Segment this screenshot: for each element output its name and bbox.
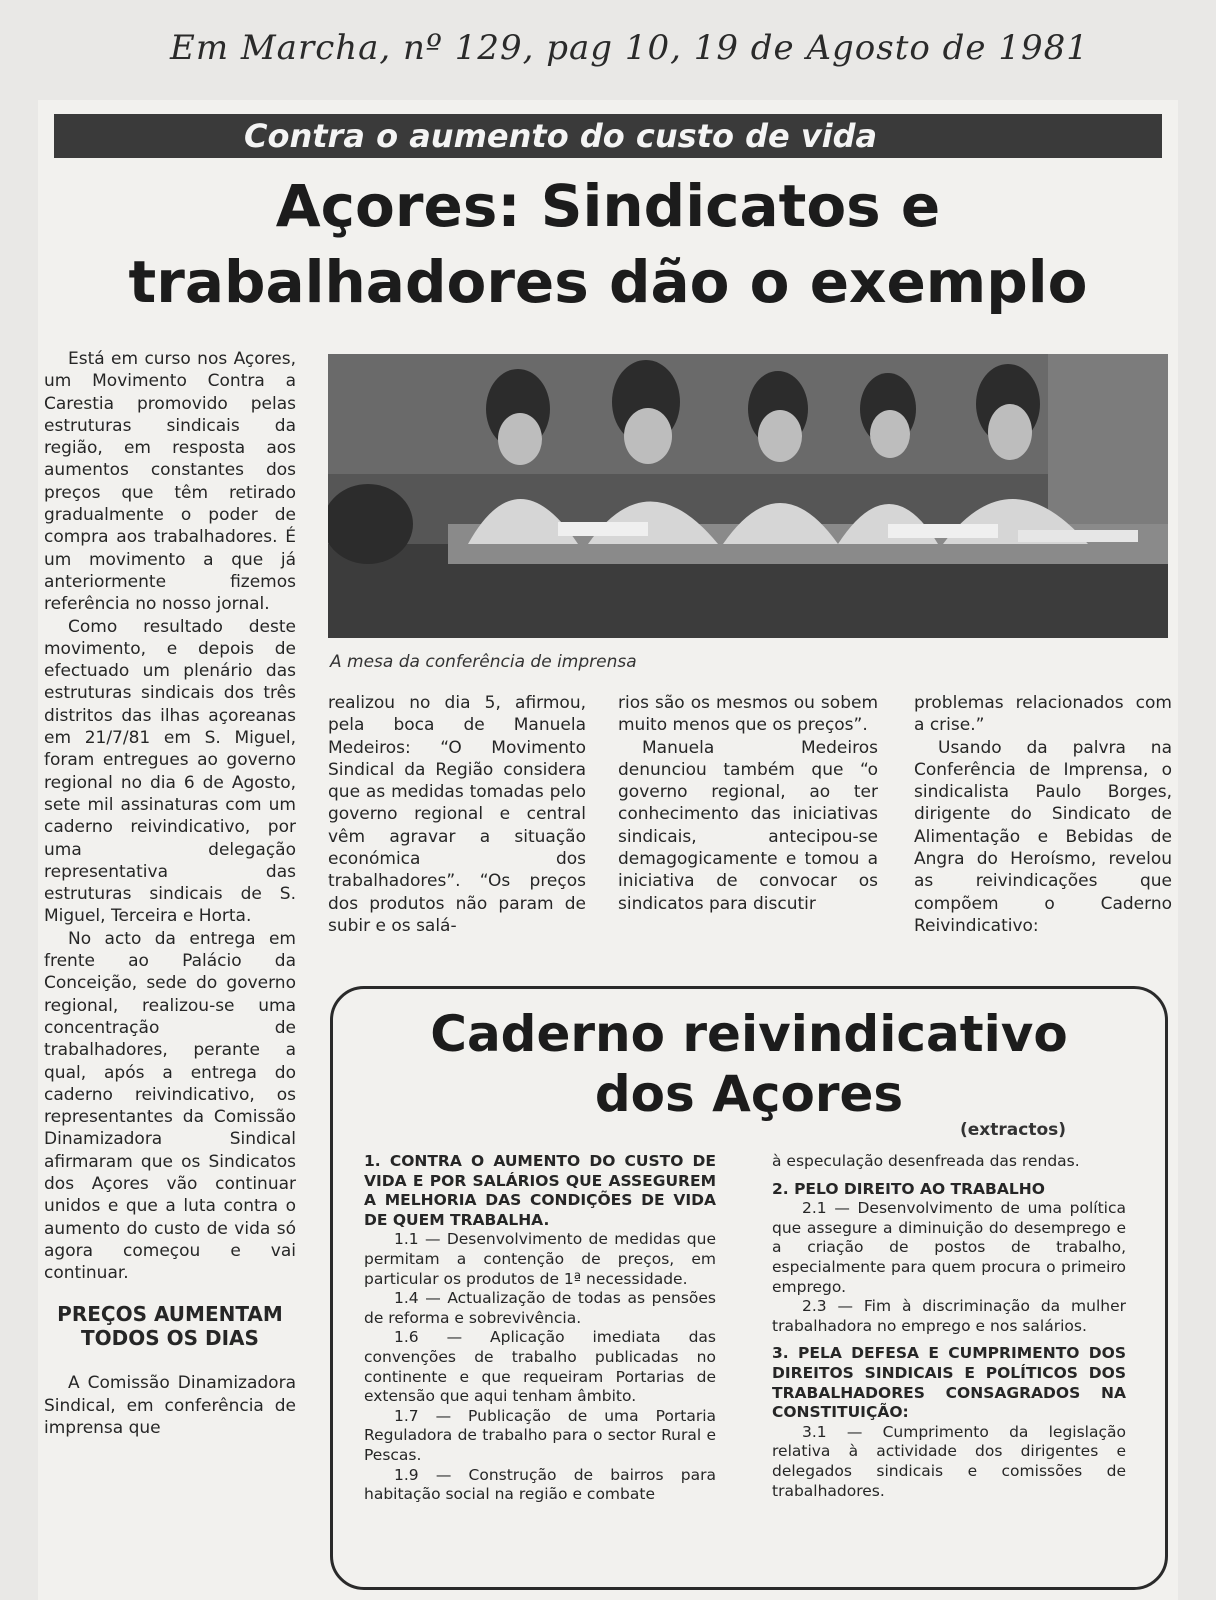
photo-caption: A mesa da conferência de imprensa [330,652,637,672]
paragraph: rios são os mesmos ou sobem muito menos que os preços”. [618,693,878,736]
list-item: 2.3 — Fim à discriminação da mulher trabalhadora no emprego e nos salários. [772,1297,1126,1335]
box-title-line-1: Caderno reivindicativo [430,1005,1068,1063]
paragraph: A Comissão Dinamizadora Sindical, em conferência de imprensa que [44,1373,296,1439]
box-title-line-2: dos Açores [594,1065,904,1123]
subheading: PREÇOS AUMENTAM TODOS OS DIAS [57,1302,283,1351]
section-heading: 3. PELA DEFESA E CUMPRIMENTO DOS DIREITOS SINDICAIS E POLÍTICOS DOS TRABALHADORES CONSAGRADOS NA CONSTITUIÇÃO: [772,1344,1126,1422]
article-column-1 [44,348,296,1439]
list-item: 2.1 — Desenvolvimento de uma política que assegure a diminuição do desemprego e a criação de postos de trabalho, especialmente para quem procura o primeiro emprego. [772,1199,1126,1296]
handwritten-source-note: Em Marcha, nº 129, pag 10, 19 de Agosto de 1981 [170,28,1089,68]
paragraph: Está em curso nos Açores, um Movimento Contra a Carestia promovido pelas estruturas sindicais da região, em resposta aos aumentos constantes dos preços que têm retirado gradualmente o poder de compra aos trabalhadores. É um movimento a que já anteriormente fizemos referência no nosso jornal. [44,349,296,615]
box-title [330,1004,1168,1124]
article-column-4 [914,692,1172,937]
list-item: 1.7 — Publicação de uma Portaria Reguladora de trabalho para o sector Rural e Pescas. [364,1406,716,1464]
section-heading: 2. PELO DIREITO AO TRABALHO [772,1179,1045,1198]
headline [54,168,1162,320]
paragraph: Usando da palvra na Conferência de Imprensa, o sindicalista Paulo Borges, dirigente do Sindicato de Alimentação e Bebidas de Angra do Heroísmo, revelou as reivindicações que compõem o Caderno Reivindicativo: [914,737,1172,936]
headline-line-2: trabalhadores dão o exemplo [128,248,1088,316]
headline-line-1: Açores: Sindicatos e [275,172,941,240]
paragraph: Como resultado deste movimento, e depois de efectuado um plenário das estruturas sindicais dos três distritos das ilhas açoreanas em 21/7/81 em S. Miguel, foram entregues ao governo regional no dia 6 de Agosto, sete mil assinaturas com um caderno reivindicativo, por uma delegação representativa das estruturas sindicais de S. Miguel, Terceira e Horta. [44,616,296,927]
article-column-2 [328,692,586,937]
kicker-banner: Contra o aumento do custo de vida [54,114,1162,158]
paragraph: realizou no dia 5, afirmou, pela boca de Manuela Medeiros: “O Movimento Sindical da Região considera que as medidas tomadas pelo governo regional e central vêm agravar a situação económica dos trabalhadores”. “Os preços dos produtos não param de subir e os salá- [328,693,586,936]
box-column-right [772,1152,1126,1501]
list-item: 1.4 — Actualização de todas as pensões de reforma e sobrevivência. [364,1289,716,1327]
box-column-left [364,1152,716,1505]
list-item-continuation: à especulação desenfreada das rendas. [772,1152,1080,1170]
paragraph: problemas relacionados com a crise.” [914,693,1172,736]
extractos-label: (extractos) [960,1120,1067,1140]
list-item: 1.1 — Desenvolvimento de medidas que permitam a contenção de preços, em particular os produtos de 1ª necessidade. [364,1230,716,1288]
list-item: 1.9 — Construção de bairros para habitação social na região e combate [364,1465,716,1504]
list-item: 3.1 — Cumprimento da legislação relativa à actividade dos dirigentes e delegados sindicais e comissões de trabalhadores. [772,1422,1126,1500]
paragraph: No acto da entrega em frente ao Palácio da Conceição, sede do governo regional, realizou-se uma concentração de trabalhadores, perante a qual, após a entrega do caderno reivindicativo, os representantes da Comissão Dinamizadora Sindical afirmaram que os Sindicatos dos Açores vão continuar unidos e que a luta contra o aumento do custo de vida só agora começou e vai continuar. [44,928,296,1284]
section-heading: 1. CONTRA O AUMENTO DO CUSTO DE VIDA E POR SALÁRIOS QUE ASSEGUREM A MELHORIA DAS CONDIÇÕES DE VIDA DE QUEM TRABALHA. [364,1152,716,1229]
article-column-3 [618,692,878,915]
paragraph: Manuela Medeiros denunciou também que “o governo regional, ao ter conhecimento das iniciativas sindicais, antecipou-se demagogicamente e tomou a iniciativa de convocar os sindicatos para discutir [618,737,878,914]
press-conference-photo [328,354,1168,638]
list-item: 1.6 — Aplicação imediata das convenções de trabalho publicadas no continente e que requeiram Portarias de extensão que aqui tenham âmbito. [364,1328,716,1406]
